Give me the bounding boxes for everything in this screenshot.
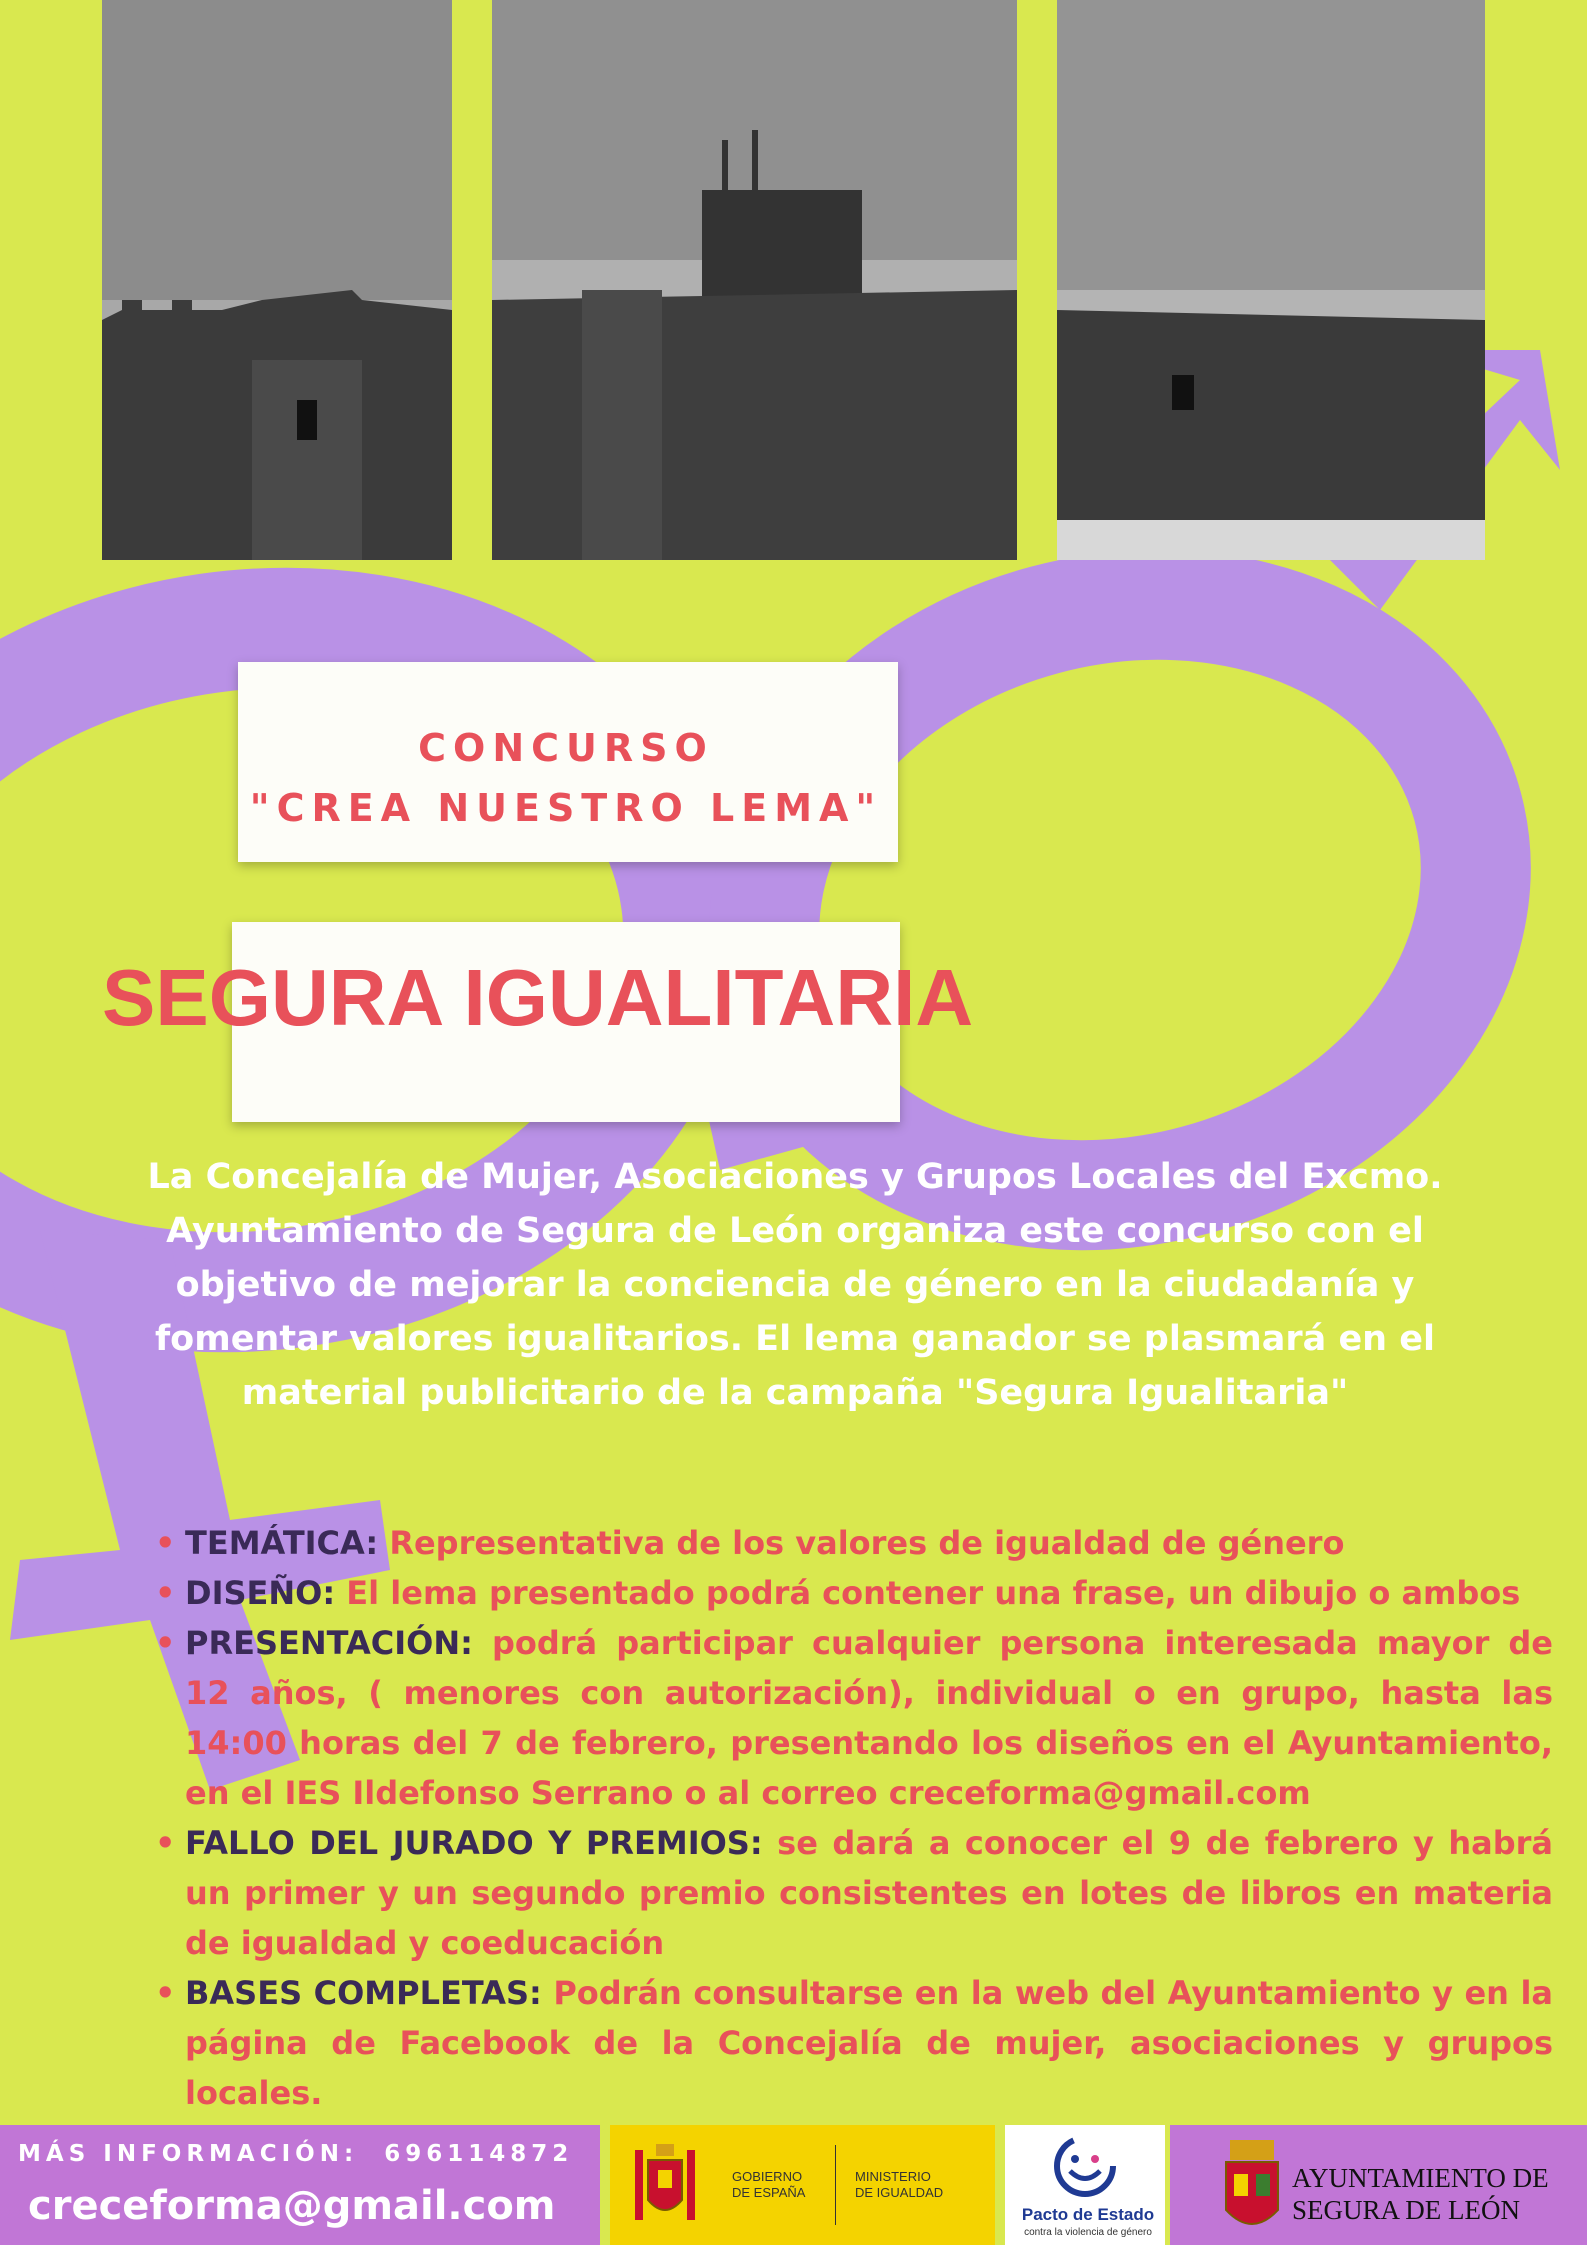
- detail-diseno: [185, 1568, 1553, 1618]
- detail-text: se dará a conocer el 9 de febrero y habrá un primer y un segundo premio consistentes en lotes de libros en materia de igualdad y coeducación: [185, 1824, 1554, 1962]
- castle-photo-right: [1057, 0, 1485, 560]
- detail-label: TEMÁTICA:: [185, 1524, 379, 1562]
- detail-bases: [185, 1968, 1553, 2118]
- contact-email[interactable]: creceforma@gmail.com: [28, 2183, 556, 2229]
- town-coat-of-arms-icon: [1220, 2130, 1284, 2240]
- campaign-title: SEGURA IGUALITARIA: [102, 953, 974, 1042]
- intro-paragraph: La Concejalía de Mujer, Asociaciones y Grupos Locales del Excmo. Ayuntamiento de Segura de León organiza este concurso con el objetivo de mejorar la conciencia de género en la ciudadanía y fomentar valores igualitarios. El lema ganador se plasmará en el material publicitario de la campaña "Segura Igualitaria": [147, 1157, 1443, 1413]
- spain-coat-of-arms-icon: [630, 2140, 700, 2230]
- ministry-line2: DE IGUALDAD: [855, 2185, 944, 2200]
- pacto-estado-logo: [1005, 2125, 1165, 2245]
- detail-tematica: [185, 1518, 1553, 1568]
- pacto-smile-icon: [1045, 2131, 1125, 2201]
- pacto-title: Pacto de Estado: [1021, 2205, 1155, 2224]
- detail-text: Podrán consultarse en la web del Ayuntamiento y en la página de Facebook de la Concejalía de mujer, asociaciones y grupos locales.: [185, 1974, 1554, 2112]
- logo-divider: [835, 2145, 836, 2225]
- info-line: [18, 2141, 573, 2167]
- ayto-line1: AYUNTAMIENTO DE: [1292, 2163, 1549, 2193]
- castle-photo-center: [492, 0, 1017, 560]
- castle-photo-left: [102, 0, 452, 560]
- contest-line2: "CREA NUESTRO LEMA": [249, 786, 883, 830]
- ayuntamiento-logo: [1170, 2125, 1587, 2245]
- detail-label: FALLO DEL JURADO Y PREMIOS:: [185, 1824, 763, 1862]
- detail-fallo: [185, 1818, 1553, 1968]
- detail-label: BASES COMPLETAS:: [185, 1974, 542, 2012]
- contest-line1: CONCURSO: [418, 726, 714, 770]
- footer-bar: [0, 2125, 1587, 2245]
- ministry-line1: MINISTERIO: [855, 2169, 931, 2184]
- contest-heading: [236, 718, 896, 838]
- phone-number[interactable]: 696114872: [384, 2141, 574, 2167]
- contact-box: [0, 2125, 600, 2245]
- detail-text: Representativa de los valores de igualdad de género: [389, 1524, 1345, 1562]
- gov-line1: GOBIERNO: [732, 2169, 803, 2184]
- ayto-line2: SEGURA DE LEÓN: [1292, 2195, 1520, 2225]
- detail-text: podrá participar cualquier persona interesada mayor de 12 años, ( menores con autorización), individual o en grupo, hasta las 14:00 horas del 7 de febrero, presentando los diseños en el Ayuntamiento, en el IES Ildefonso Serrano o al correo creceforma@gmail.com: [185, 1624, 1553, 1812]
- details-list: [185, 1518, 1553, 2118]
- detail-label: PRESENTACIÓN:: [185, 1624, 473, 1662]
- info-label: MÁS INFORMACIÓN:: [18, 2141, 359, 2167]
- detail-presentacion: [185, 1618, 1553, 1818]
- pacto-subtitle: contra la violencia de género: [1024, 2227, 1152, 2238]
- detail-label: DISEÑO:: [185, 1574, 336, 1612]
- gov-line2: DE ESPAÑA: [732, 2185, 806, 2200]
- detail-text: El lema presentado podrá contener una frase, un dibujo o ambos: [346, 1574, 1521, 1612]
- government-logo: [610, 2125, 995, 2245]
